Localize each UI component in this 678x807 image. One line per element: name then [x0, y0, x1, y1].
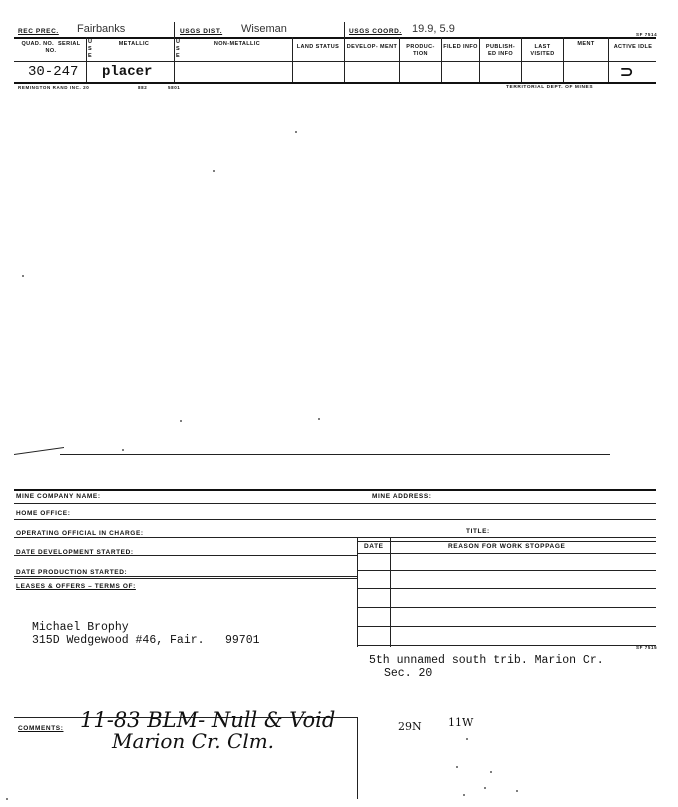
location-line-2: Sec. 20 — [384, 667, 433, 680]
title-label: TITLE: — [466, 528, 490, 535]
owner-name: Michael Brophy — [32, 621, 129, 634]
date-column-label: DATE — [364, 543, 384, 550]
home-office-label: HOME OFFICE: — [16, 510, 71, 517]
owner-address: 315D Wedgewood #46, Fair. — [32, 634, 205, 647]
active-idle-mark: ⊃ — [620, 64, 634, 81]
leases-label: LEASES & OFFERS – TERMS OF: — [16, 583, 136, 590]
footer-code-2: 5801 — [168, 85, 181, 90]
form-number-2: SF 7515 — [636, 645, 658, 650]
operating-official-label: OPERATING OFFICIAL IN CHARGE: — [16, 530, 144, 537]
mine-company-label: MINE COMPANY NAME: — [16, 493, 101, 500]
header-quad-serial: QUAD. NO. SERIAL NO. — [21, 41, 81, 54]
usgs-coord-label: USGS COORD. — [349, 28, 402, 35]
mine-address-label: MINE ADDRESS: — [372, 493, 432, 500]
header-land-status: LAND STATUS — [296, 44, 340, 50]
date-production-label: DATE PRODUCTION STARTED: — [16, 569, 128, 576]
header-use-prefix-2: U S E — [176, 39, 181, 59]
comment-line-1: 11-83 BLM- Null & Void — [80, 708, 336, 732]
location-line-1: 5th unnamed south trib. Marion Cr. — [369, 654, 604, 667]
header-published-info: PUBLISH- ED INFO — [485, 44, 516, 57]
footer-code-1: 882 — [138, 85, 148, 90]
footer-printer: REMINGTON RAND INC. 20 — [18, 85, 90, 90]
header-filed-info: FILED INFO — [443, 44, 478, 50]
rec-prec-label: REC PREC. — [18, 28, 59, 35]
header-use-prefix: U S E — [88, 39, 93, 59]
header-development: DEVELOP- MENT — [346, 44, 398, 50]
header-metallic: METALLIC — [118, 41, 150, 47]
township-value: 29N — [398, 720, 422, 733]
range-value: 11W — [448, 716, 474, 729]
rec-prec-value: Fairbanks — [77, 23, 126, 35]
footer-department: TERRITORIAL DEPT. OF MINES — [506, 85, 594, 90]
header-active-idle: ACTIVE IDLE — [613, 44, 653, 50]
comments-label: COMMENTS: — [18, 725, 64, 732]
metallic-value: placer — [102, 64, 153, 80]
comment-line-2: Marion Cr. Clm. — [112, 729, 275, 753]
usgs-dist-label: USGS DIST. — [180, 28, 223, 35]
usgs-dist-value: Wiseman — [241, 23, 287, 35]
form-number: SF 7514 — [636, 32, 658, 37]
owner-zip: 99701 — [225, 634, 260, 647]
header-ment: MENT — [577, 41, 595, 47]
header-production: PRODUC- TION — [406, 44, 435, 57]
header-non-metallic: NON-METALLIC — [213, 41, 261, 47]
reason-column-label: REASON FOR WORK STOPPAGE — [448, 543, 566, 550]
quad-serial-value: 30-247 — [28, 64, 79, 80]
header-last-visited: LAST VISITED — [530, 44, 555, 57]
usgs-coord-value: 19.9, 5.9 — [412, 23, 455, 35]
date-development-label: DATE DEVELOPMENT STARTED: — [16, 549, 134, 556]
